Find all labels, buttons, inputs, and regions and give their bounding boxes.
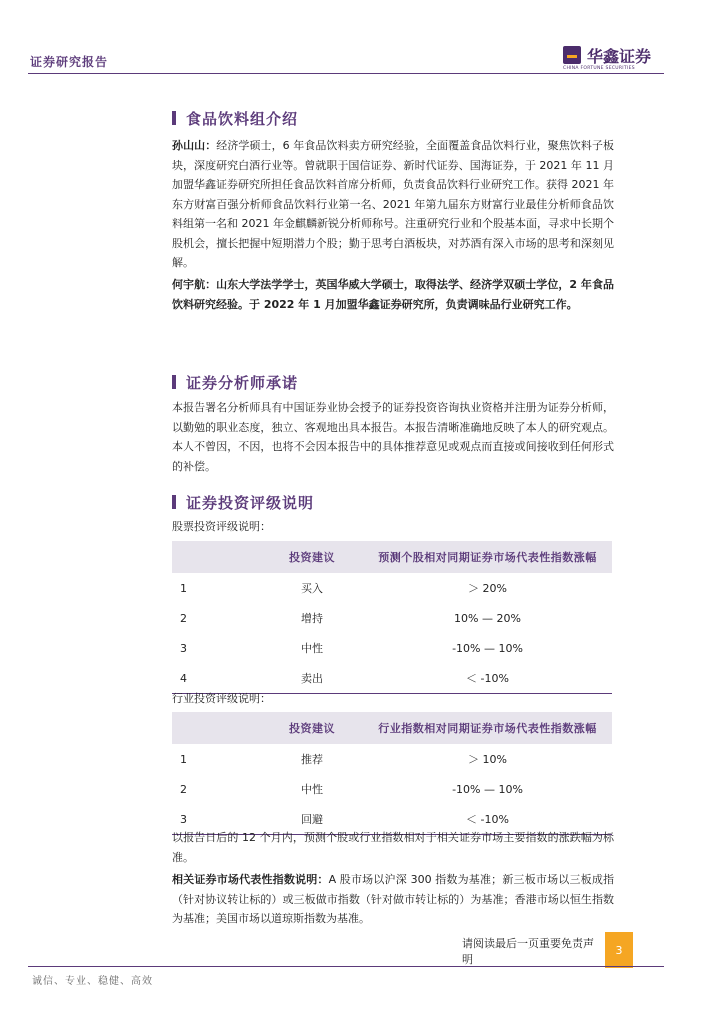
report-type-label: 证券研究报告 — [30, 55, 109, 69]
table-cell: 回避 — [261, 804, 363, 835]
table-cell: 4 — [172, 663, 261, 694]
team-section-title: 食品饮料组介绍 — [172, 108, 298, 129]
company-slogan: 诚信、专业、稳健、高效 — [32, 976, 153, 987]
member-name-1: 孙山山： — [172, 139, 217, 152]
table-cell: 1 — [180, 581, 187, 595]
table-cell: 3 — [180, 641, 187, 655]
member-bio-1 — [172, 136, 614, 273]
table-cell: -10% — 10% — [452, 782, 523, 796]
index-description — [172, 870, 614, 929]
table-cell: 2 — [180, 782, 187, 796]
table-header-row — [172, 712, 612, 744]
rating-section-title: 证券投资评级说明 — [172, 492, 314, 513]
member-bio-text-1: 经济学硕士，6 年食品饮料卖方研究经验，全面覆盖食品饮料行业，聚焦饮料子板块，深度研究白酒行业等。曾就职于国信证券、新时代证券、国海证券，于 2021 年 11 月加盟华鑫证券研究所担任食品饮料首席分析师，负责食品饮料行业研究工作。获得 2021 年东方财富百强分析师食品饮料行业第一名、2021 年第九届东方财富行业最佳分析师食品饮料组第一名和 2021 年金麒麟新锐分析师称号。注重研究行业和个股基本面，寻求中长期个股机会，擅长把握中短期潜力个股；勤于思考白酒板块，对苏酒有深入市场的思考和深刻见解。 — [172, 139, 615, 269]
table-cell: ＞ 20% — [468, 582, 507, 595]
table-cell: 中性 — [301, 642, 323, 655]
industry-rating-table — [172, 712, 612, 835]
logo-english-name: CHINA FORTUNE SECURITIES — [563, 66, 635, 71]
company-logo — [563, 44, 673, 74]
rating-period-note: 以报告日后的 12 个月内，预测个股或行业指数相对于相关证券市场主要指数的涨跌幅为标准。 — [172, 831, 614, 864]
table-header-cell: 预测个股相对同期证券市场代表性指数涨幅 — [363, 541, 612, 573]
table-row — [172, 774, 612, 804]
page-number: 3 — [605, 932, 633, 968]
industry-rating-label: 行业投资评级说明： — [172, 692, 271, 705]
logo-name: 华鑫证券 — [587, 47, 652, 66]
table-row — [172, 603, 612, 633]
commitment-text: 本报告署名分析师具有中国证券业协会授予的证券投资咨询执业资格并注册为证券分析师，以勤勉的职业态度，独立、客观地出具本报告。本报告清晰准确地反映了本人的研究观点。本人不曾因，不因，也将不会因本报告中的具体推荐意见或观点而直接或间接收到任何形式的补偿。 — [172, 401, 614, 473]
table-cell: 增持 — [301, 612, 323, 625]
commitment-section-title: 证券分析师承诺 — [172, 372, 298, 393]
table-cell: ＜ -10% — [363, 663, 612, 694]
table-cell: 买入 — [301, 582, 323, 595]
table-cell: 卖出 — [261, 663, 363, 694]
index-description-text: A 股市场以沪深 300 指数为基准；新三板市场以三板成指（针对协议转让标的）或三板做市指数（针对做市转让标的）为基准；香港市场以恒生指数为基准；美国市场以道琼斯指数为基准。 — [172, 873, 614, 925]
table-header-cell: 投资建议 — [261, 541, 363, 573]
header-divider — [28, 73, 664, 74]
table-cell: 1 — [180, 752, 187, 766]
table-cell: 中性 — [301, 783, 323, 796]
table-cell: ＜ -10% — [363, 804, 612, 835]
table-header-cell: 投资建议 — [261, 712, 363, 744]
member-name-2: 何宇航： — [172, 278, 217, 291]
table-cell: ＞ 10% — [468, 753, 507, 766]
table-cell: 3 — [172, 804, 261, 835]
member-bio-text-2: 山东大学法学学士，英国华威大学硕士，取得法学、经济学双硕士学位，2 年食品饮料研究经验。于 2022 年 1 月加盟华鑫证券研究所，负责调味品行业研究工作。 — [172, 278, 614, 311]
table-row — [172, 663, 612, 694]
disclaimer-notice: 请阅读最后一页重要免责声明 — [462, 937, 594, 966]
index-description-label: 相关证券市场代表性指数说明： — [172, 873, 329, 886]
table-row — [172, 633, 612, 663]
logo-icon — [563, 46, 581, 64]
stock-rating-table — [172, 541, 612, 694]
table-header-cell: 行业指数相对同期证券市场代表性指数涨幅 — [363, 712, 612, 744]
table-header-cell — [172, 541, 261, 573]
table-cell: -10% — 10% — [452, 641, 523, 655]
table-header-row — [172, 541, 612, 573]
table-cell: 10% — 20% — [454, 611, 521, 625]
stock-rating-label: 股票投资评级说明： — [172, 520, 271, 533]
member-bio-2 — [172, 275, 614, 314]
table-header-cell — [172, 712, 261, 744]
table-row — [172, 573, 612, 603]
table-cell: 推荐 — [301, 753, 323, 766]
table-row — [172, 744, 612, 774]
footer-divider — [28, 966, 664, 967]
table-cell: 2 — [180, 611, 187, 625]
